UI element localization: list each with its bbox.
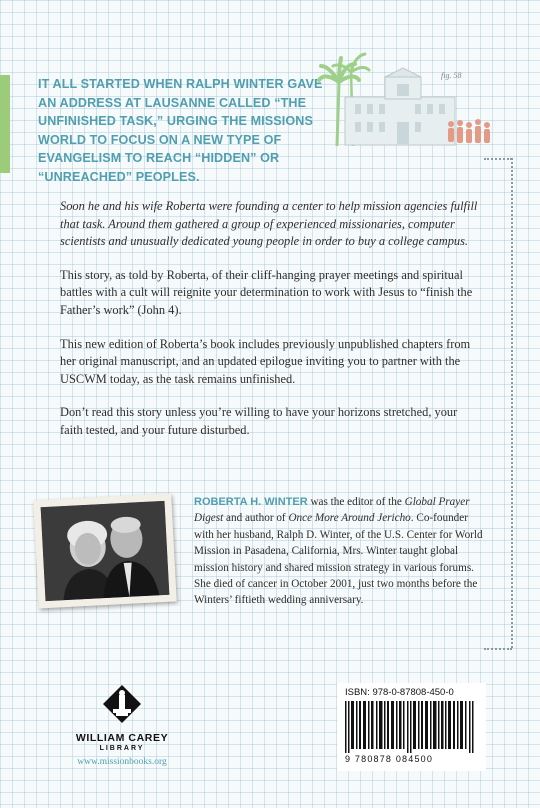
author-photo xyxy=(33,493,176,608)
bio-publication-2: Once More Around Jericho xyxy=(288,512,411,525)
dotted-line-side xyxy=(511,158,513,648)
publisher-name: WILLIAM CAREY xyxy=(75,732,169,744)
publisher-sub: LIBRARY xyxy=(99,745,145,752)
campus-palm-tree-illustration xyxy=(315,42,495,152)
dotted-line-bottom xyxy=(484,648,512,650)
paragraph-4: Don’t read this story unless you’re willing to have your horizons stretched, your faith tested, and your future disturbed. xyxy=(60,405,458,437)
publisher-logo xyxy=(70,684,174,752)
barcode-number: 9 780878 084500 xyxy=(345,754,434,764)
barcode xyxy=(337,683,486,771)
description xyxy=(60,198,478,456)
barcode-bars xyxy=(345,701,478,753)
author-name: ROBERTA H. WINTER xyxy=(194,496,308,508)
bio-text-2: and author of xyxy=(223,512,289,525)
dotted-line-top xyxy=(484,158,512,160)
author-bio xyxy=(194,494,484,609)
publisher-url[interactable]: www.missionbooks.org xyxy=(77,757,167,767)
accent-bar xyxy=(0,75,10,173)
intro-paragraph: Soon he and his wife Roberta were founding a center to help mission agencies fulfill that task. Around them gathered a group of experienced missionaries, computer scientists and unusually dedicated young people in order to buy a college campus. xyxy=(60,199,478,249)
bio-publication-1: Global Prayer Digest xyxy=(194,496,470,525)
bio-text-3: . Co-founder with her husband, Ralph D. Winter, of the U.S. Center for World Mission in Pasadena, California, Mrs. Winter taught global mission history and shared mission strategy in various forums. She died of cancer in October 2001, just two months before the Winters’ fiftieth wedding anniversary. xyxy=(194,512,483,607)
isbn-text: ISBN: 978-0-87808-450-0 xyxy=(345,687,454,698)
headline: IT ALL STARTED WHEN RALPH WINTER GAVE AN ADDRESS AT LAUSANNE CALLED “THE UNFINISHED TASK,” URGING THE MISSIONS WORLD TO FOCUS ON A NEW TYPE OF EVANGELISM TO REACH “HIDDEN” OR “UNREACHED” PEOPLES. xyxy=(38,77,323,184)
william-carey-library-logo-icon xyxy=(102,684,142,724)
bio-text-1: was the editor of the xyxy=(307,496,405,508)
author-couple-photo xyxy=(41,501,170,601)
paragraph-2: This story, as told by Roberta, of their cliff-hanging prayer meetings and spiritual battles with a cult will reignite your determination to work with Jesus to “finish the Father’s work” (John 4). xyxy=(60,267,473,317)
fig-label: fig. 58 xyxy=(441,71,462,80)
paragraph-3: This new edition of Roberta’s book includes previously unpublished chapters from her original manuscript, and an updated epilogue inviting you to partner with the USCWM today, as the task remains unfinished. xyxy=(60,336,471,386)
